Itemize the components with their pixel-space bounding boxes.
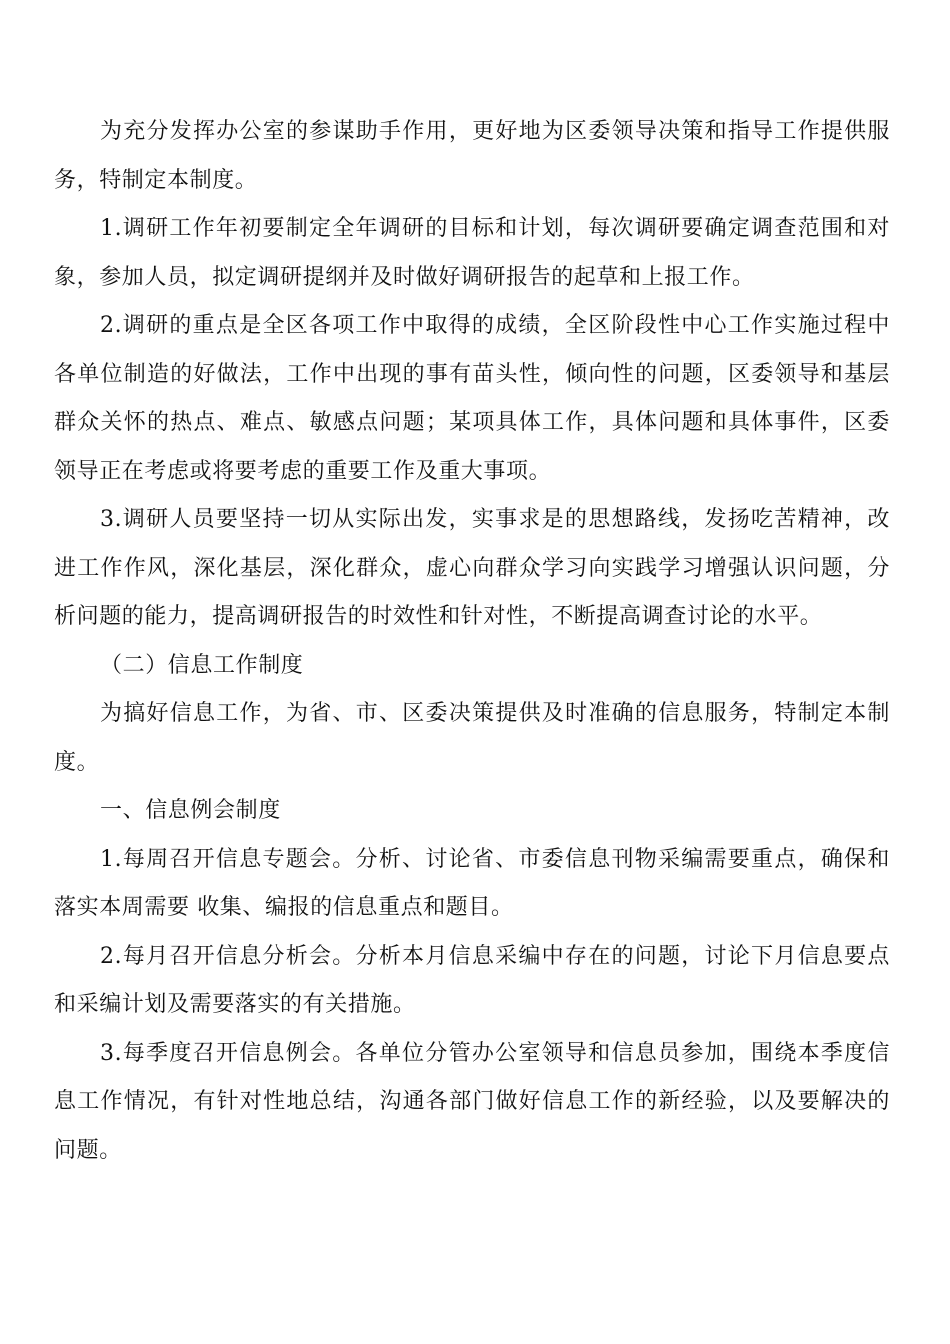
meeting-item-3: 3.每季度召开信息例会。各单位分管办公室领导和信息员参加，围绕本季度信息工作情况，有针对性地总结，沟通各部门做好信息工作的新经验，以及要解决的问题。 [54, 1040, 890, 1163]
research-item-3: 3.调研人员要坚持一切从实际出发，实事求是的思想路线，发扬吃苦精神，改进工作作风，深化基层，深化群众，虚心向群众学习向实践学习增强认识问题，分析问题的能力，提高调研报告的时效性和针对性，不断提高调查讨论的水平。 [54, 507, 890, 629]
research-item-1: 1.调研工作年初要制定全年调研的目标和计划，每次调研要确定调查范围和对象，参加人员，拟定调研提纲并及时做好调研报告的起草和上报工作。 [54, 216, 890, 290]
research-item-2: 2.调研的重点是全区各项工作中取得的成绩，全区阶段性中心工作实施过程中各单位制造的好做法，工作中出现的事有苗头性，倾向性的问题，区委领导和基层群众关怀的热点、难点、敏感点问题；某项具体工作，具体问题和具体事件，区委领导正在考虑或将要考虑的重要工作及重大事项。 [54, 313, 890, 484]
section-heading-info-system: （二）信息工作制度 [100, 652, 304, 678]
intro-paragraph: 为充分发挥办公室的参谋助手作用，更好地为区委领导决策和指导工作提供服务，特制定本制度。 [54, 119, 890, 193]
meeting-item-1: 1.每周召开信息专题会。分析、讨论省、市委信息刊物采编需要重点，确保和落实本周需要 收集、编报的信息重点和题目。 [54, 846, 890, 920]
subsection-heading-meeting-system: 一、信息例会制度 [100, 798, 281, 823]
info-intro-paragraph: 为搞好信息工作，为省、市、区委决策提供及时准确的信息服务，特制定本制度。 [54, 701, 890, 775]
document-body [54, 108, 890, 1175]
meeting-item-2: 2.每月召开信息分析会。分析本月信息采编中存在的问题，讨论下月信息要点和采编计划及需要落实的有关措施。 [54, 943, 890, 1017]
